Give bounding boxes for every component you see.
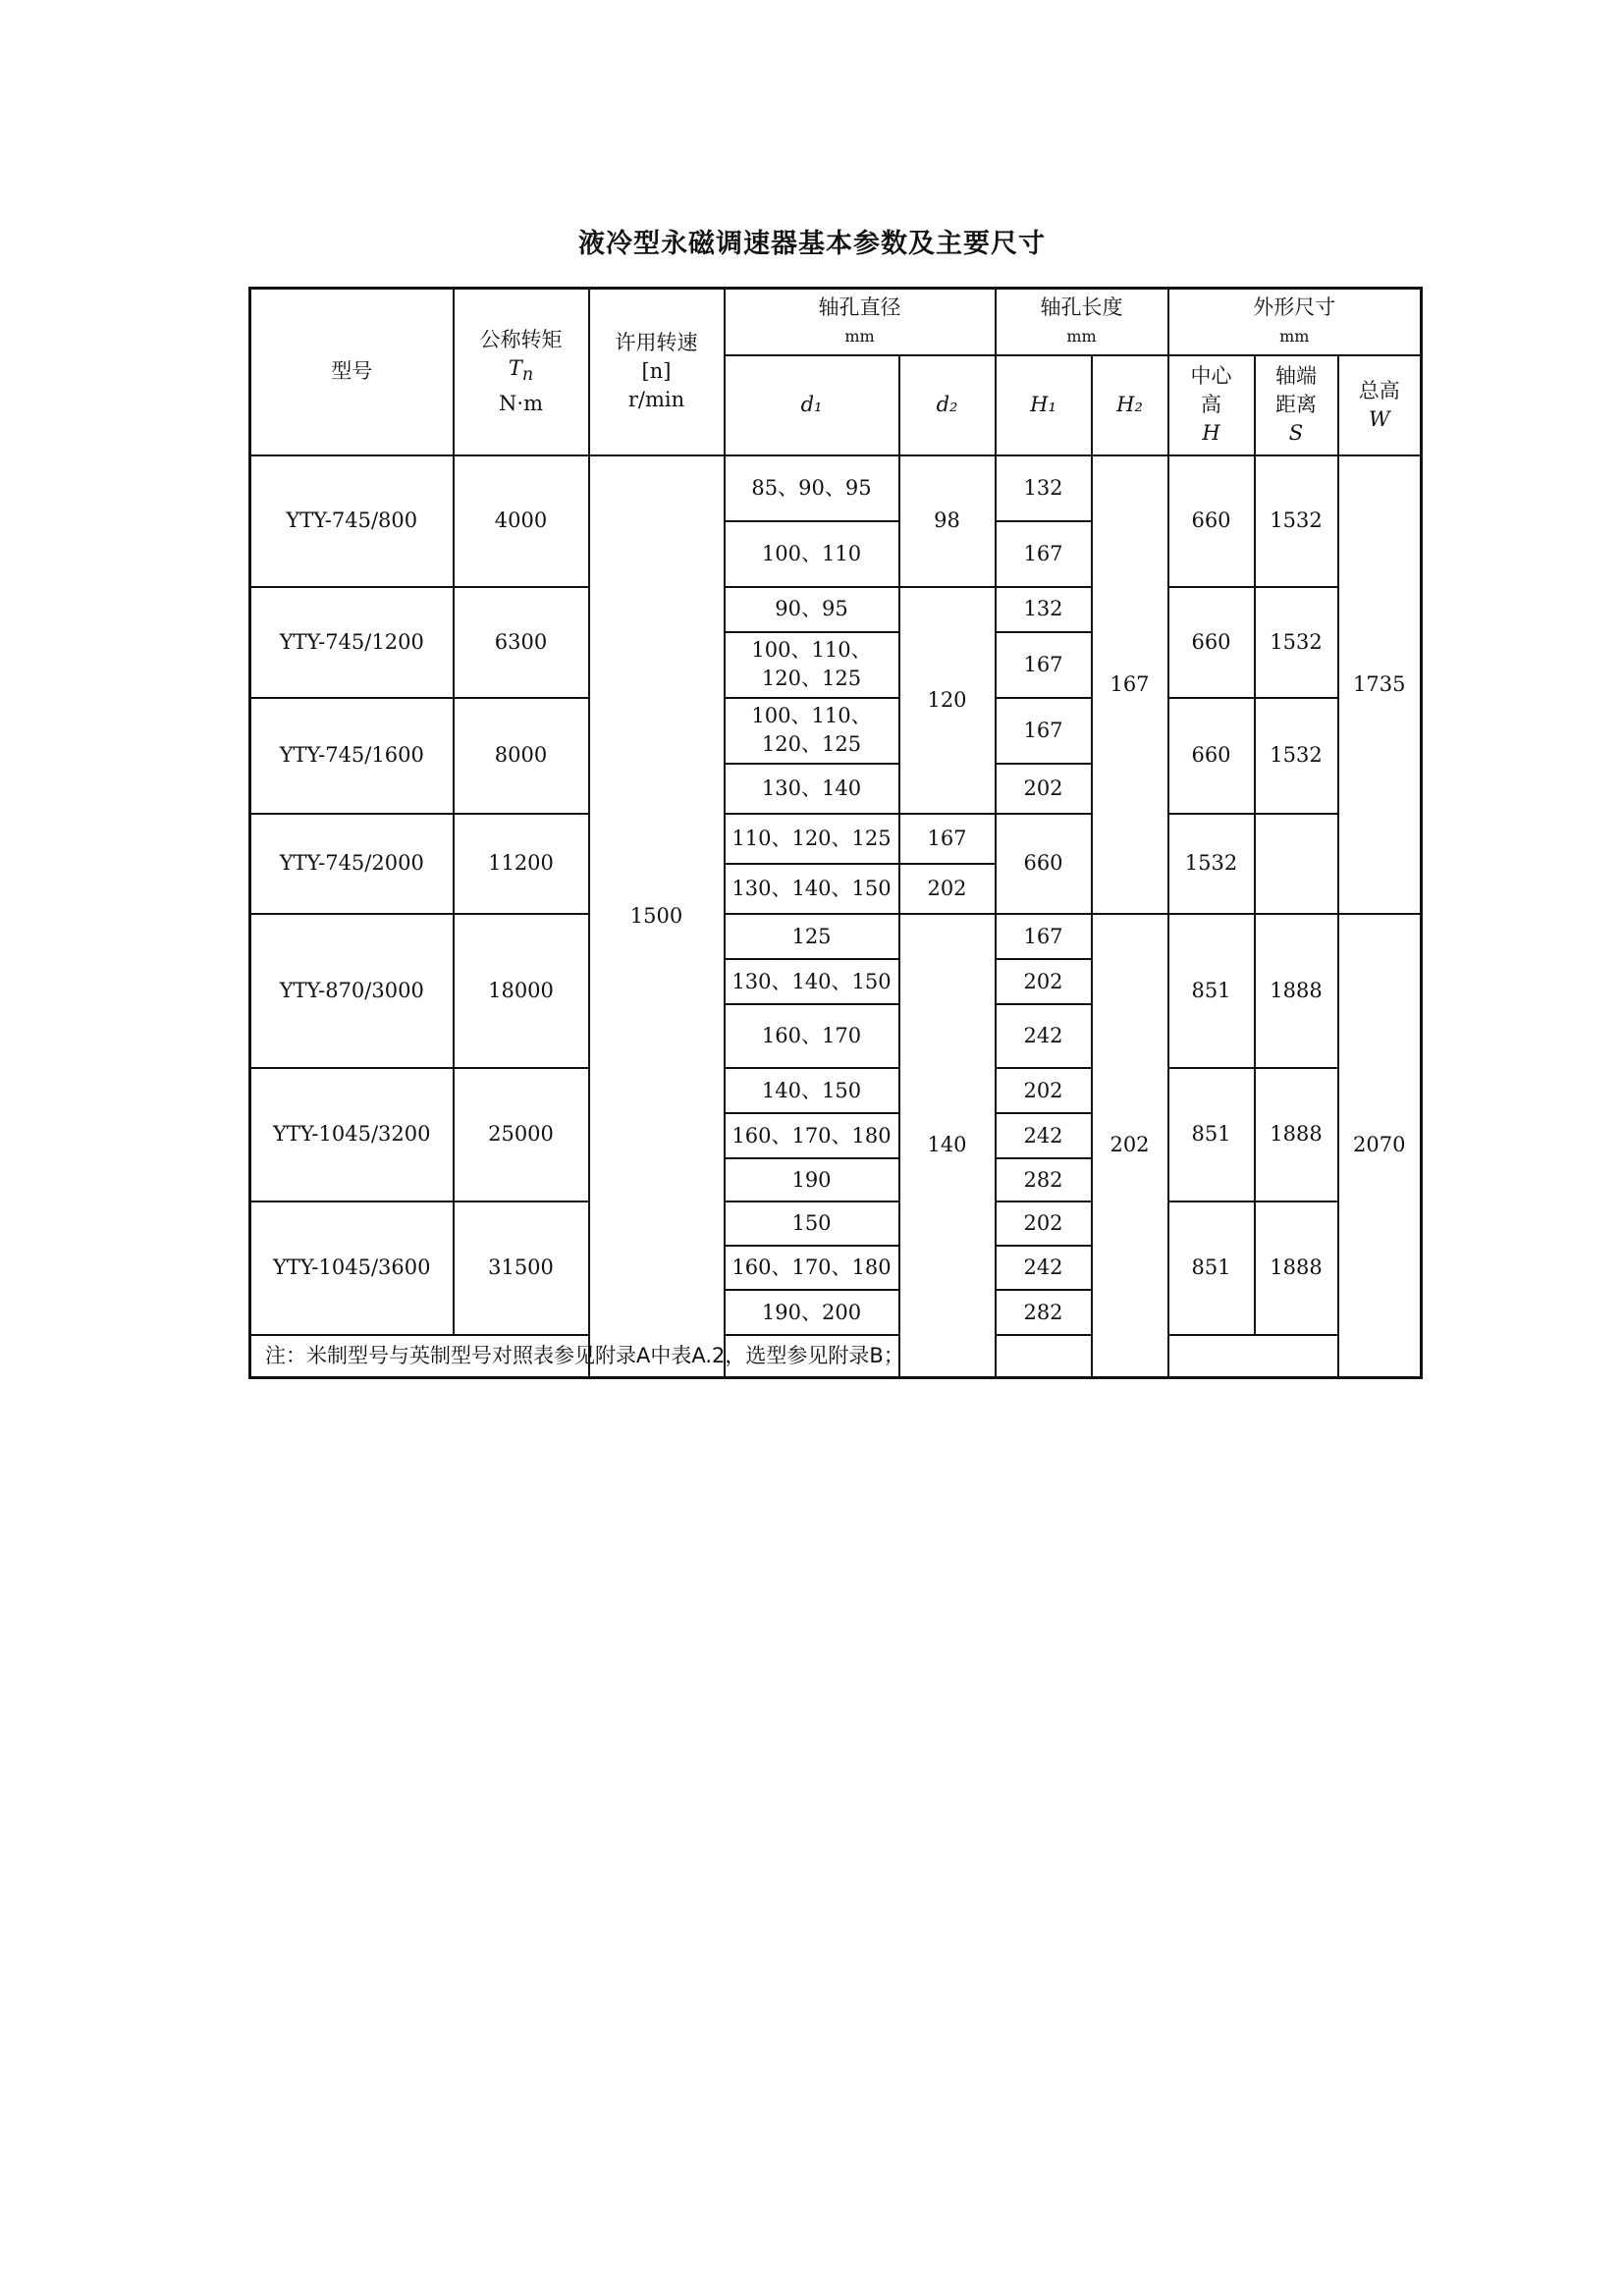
d1-cell-group [725, 1068, 899, 1201]
center-height-cell: 660 [1168, 455, 1255, 587]
header-d2: d₂ [899, 355, 996, 455]
torque-cell: 6300 [454, 587, 589, 698]
torque-cell: 8000 [454, 698, 589, 814]
h1-cell: 202 [1023, 1078, 1063, 1102]
h1-cell: 242 [997, 1245, 1091, 1289]
d1-cell: 100、110、 120、125 [725, 632, 899, 698]
center-height-cell: 851 [1168, 1201, 1255, 1335]
d1-cell: 190 [726, 1157, 898, 1201]
h2-cell: 167 [1092, 455, 1168, 914]
table-row [250, 814, 1422, 864]
header-d1: d₁ [725, 355, 899, 455]
d1-cell-group [725, 1201, 899, 1335]
h1-cell: 132 [996, 587, 1092, 632]
d1-cell: 130、140、150 [725, 864, 899, 914]
d2-cell: 140 [899, 914, 996, 1378]
h1-cell: 167 [996, 521, 1092, 587]
total-height-cell: 1735 [1338, 455, 1422, 914]
header-center-height-symbol: H [1202, 421, 1220, 445]
d1-cell: 85、90、95 [725, 455, 899, 521]
d1-cell: 125 [791, 924, 832, 948]
header-outline [1168, 289, 1422, 355]
shaft-distance-cell: 1532 [1255, 698, 1338, 814]
torque-cell: 31500 [454, 1201, 589, 1335]
h1-cell: 242 [997, 1112, 1091, 1157]
d1-cell: 160、170 [726, 1003, 898, 1067]
table-row [250, 587, 1422, 632]
header-model: 型号 [250, 289, 454, 455]
h1-cell: 282 [997, 1289, 1091, 1334]
center-height-cell: 851 [1168, 914, 1255, 1068]
model-cell: YTY-870/3000 [250, 914, 454, 1068]
header-speed [589, 289, 725, 455]
header-speed-unit: r/min [627, 388, 685, 412]
torque-cell: 18000 [454, 914, 589, 1068]
model-cell: YTY-745/1200 [250, 587, 454, 698]
table-note: 注：米制型号与英制型号对照表参见附录A中表A.2，选型参见附录B； [250, 1335, 1422, 1378]
d1-cell: 100、110 [725, 521, 899, 587]
h1-cell-group [996, 914, 1092, 1068]
d1-cell: 190、200 [726, 1289, 898, 1334]
h1-cell: 167 [899, 814, 996, 864]
d2-cell: 120 [899, 587, 996, 814]
shaft-distance-cell: 1532 [1168, 814, 1255, 914]
table-row [250, 1068, 1422, 1201]
h1-cell: 202 [997, 958, 1091, 1003]
model-cell: YTY-745/1600 [250, 698, 454, 814]
page-title: 液冷型永磁调速器基本参数及主要尺寸 [578, 229, 1046, 259]
d1-cell: 160、170、180 [726, 1112, 898, 1157]
d2-cell: 98 [899, 455, 996, 587]
d1-cell: 140、150 [761, 1078, 862, 1102]
header-speed-label: 许用转速 [615, 331, 698, 355]
header-bore-diameter [725, 289, 996, 355]
shaft-distance-cell: 1888 [1255, 914, 1338, 1068]
h1-cell-group [996, 1068, 1092, 1201]
shaft-distance-cell: 1532 [1255, 455, 1338, 587]
shaft-distance-cell: 1888 [1255, 1068, 1338, 1201]
header-bore-diameter-label: 轴孔直径 [818, 294, 901, 319]
header-bore-length-unit: mm [1066, 326, 1097, 346]
h1-cell: 167 [1023, 924, 1063, 948]
center-height-cell: 660 [1168, 587, 1255, 698]
header-shaft-distance-l1: 轴端 [1275, 364, 1317, 388]
header-center-height-l1: 中心 [1190, 364, 1232, 388]
header-speed-symbol: [n] [641, 359, 672, 384]
table-row [250, 698, 1422, 764]
h1-cell: 242 [997, 1003, 1091, 1067]
header-center-height-l2: 高 [1201, 393, 1221, 416]
d1-cell: 110、120、125 [725, 814, 899, 864]
header-shaft-distance-symbol: S [1288, 421, 1304, 445]
header-bore-length [996, 289, 1168, 355]
h1-cell: 167 [996, 632, 1092, 698]
header-torque-label: 公称转矩 [479, 327, 563, 351]
header-torque-symbol: $T_n$ [508, 355, 534, 385]
h1-cell: 202 [996, 764, 1092, 814]
header-torque-unit: N·m [499, 391, 543, 415]
header-bore-diameter-unit: mm [844, 326, 875, 346]
d1-cell: 150 [791, 1210, 832, 1235]
h2-cell: 202 [1092, 914, 1168, 1378]
shaft-distance-cell: 1888 [1255, 1201, 1338, 1335]
header-total-height [1338, 355, 1422, 455]
model-cell: YTY-745/800 [250, 455, 454, 587]
header-total-height-symbol: W [1368, 406, 1390, 431]
header-h2: H₂ [1092, 355, 1168, 455]
header-torque [454, 289, 589, 455]
center-height-cell: 660 [996, 814, 1092, 914]
model-cell: YTY-1045/3600 [250, 1201, 454, 1335]
torque-cell: 25000 [454, 1068, 589, 1201]
header-total-height-label: 总高 [1358, 378, 1400, 402]
d1-cell: 130、140、150 [726, 958, 898, 1003]
header-shaft-distance-l2: 距离 [1275, 393, 1317, 416]
d1-cell: 130、140 [725, 764, 899, 814]
table-row [250, 1201, 1422, 1335]
model-cell: YTY-745/2000 [250, 814, 454, 914]
header-outline-label: 外形尺寸 [1253, 294, 1336, 319]
h1-cell: 132 [996, 455, 1092, 521]
d1-cell: 90、95 [725, 587, 899, 632]
d1-cell: 100、110、 120、125 [725, 698, 899, 764]
header-shaft-distance [1255, 355, 1338, 455]
center-height-cell: 660 [1168, 698, 1255, 814]
model-cell: YTY-1045/3200 [250, 1068, 454, 1201]
speed-cell: 1500 [589, 455, 725, 1378]
header-bore-length-label: 轴孔长度 [1040, 294, 1123, 319]
h1-cell: 202 [899, 864, 996, 914]
header-outline-unit: mm [1279, 326, 1310, 346]
table-row [250, 455, 1422, 521]
header-center-height [1168, 355, 1255, 455]
table-row [250, 914, 1422, 1068]
center-height-cell: 851 [1168, 1068, 1255, 1201]
h1-cell: 282 [997, 1157, 1091, 1201]
h1-cell: 167 [996, 698, 1092, 764]
shaft-distance-cell: 1532 [1255, 587, 1338, 698]
total-height-cell: 2070 [1338, 914, 1422, 1378]
torque-cell: 11200 [454, 814, 589, 914]
h1-cell: 202 [1023, 1210, 1063, 1235]
h1-cell-group [996, 1201, 1092, 1335]
spec-table [248, 287, 1423, 1379]
d1-cell: 160、170、180 [726, 1245, 898, 1289]
d1-cell-group [725, 914, 899, 1068]
header-h1: H₁ [996, 355, 1092, 455]
torque-cell: 4000 [454, 455, 589, 587]
